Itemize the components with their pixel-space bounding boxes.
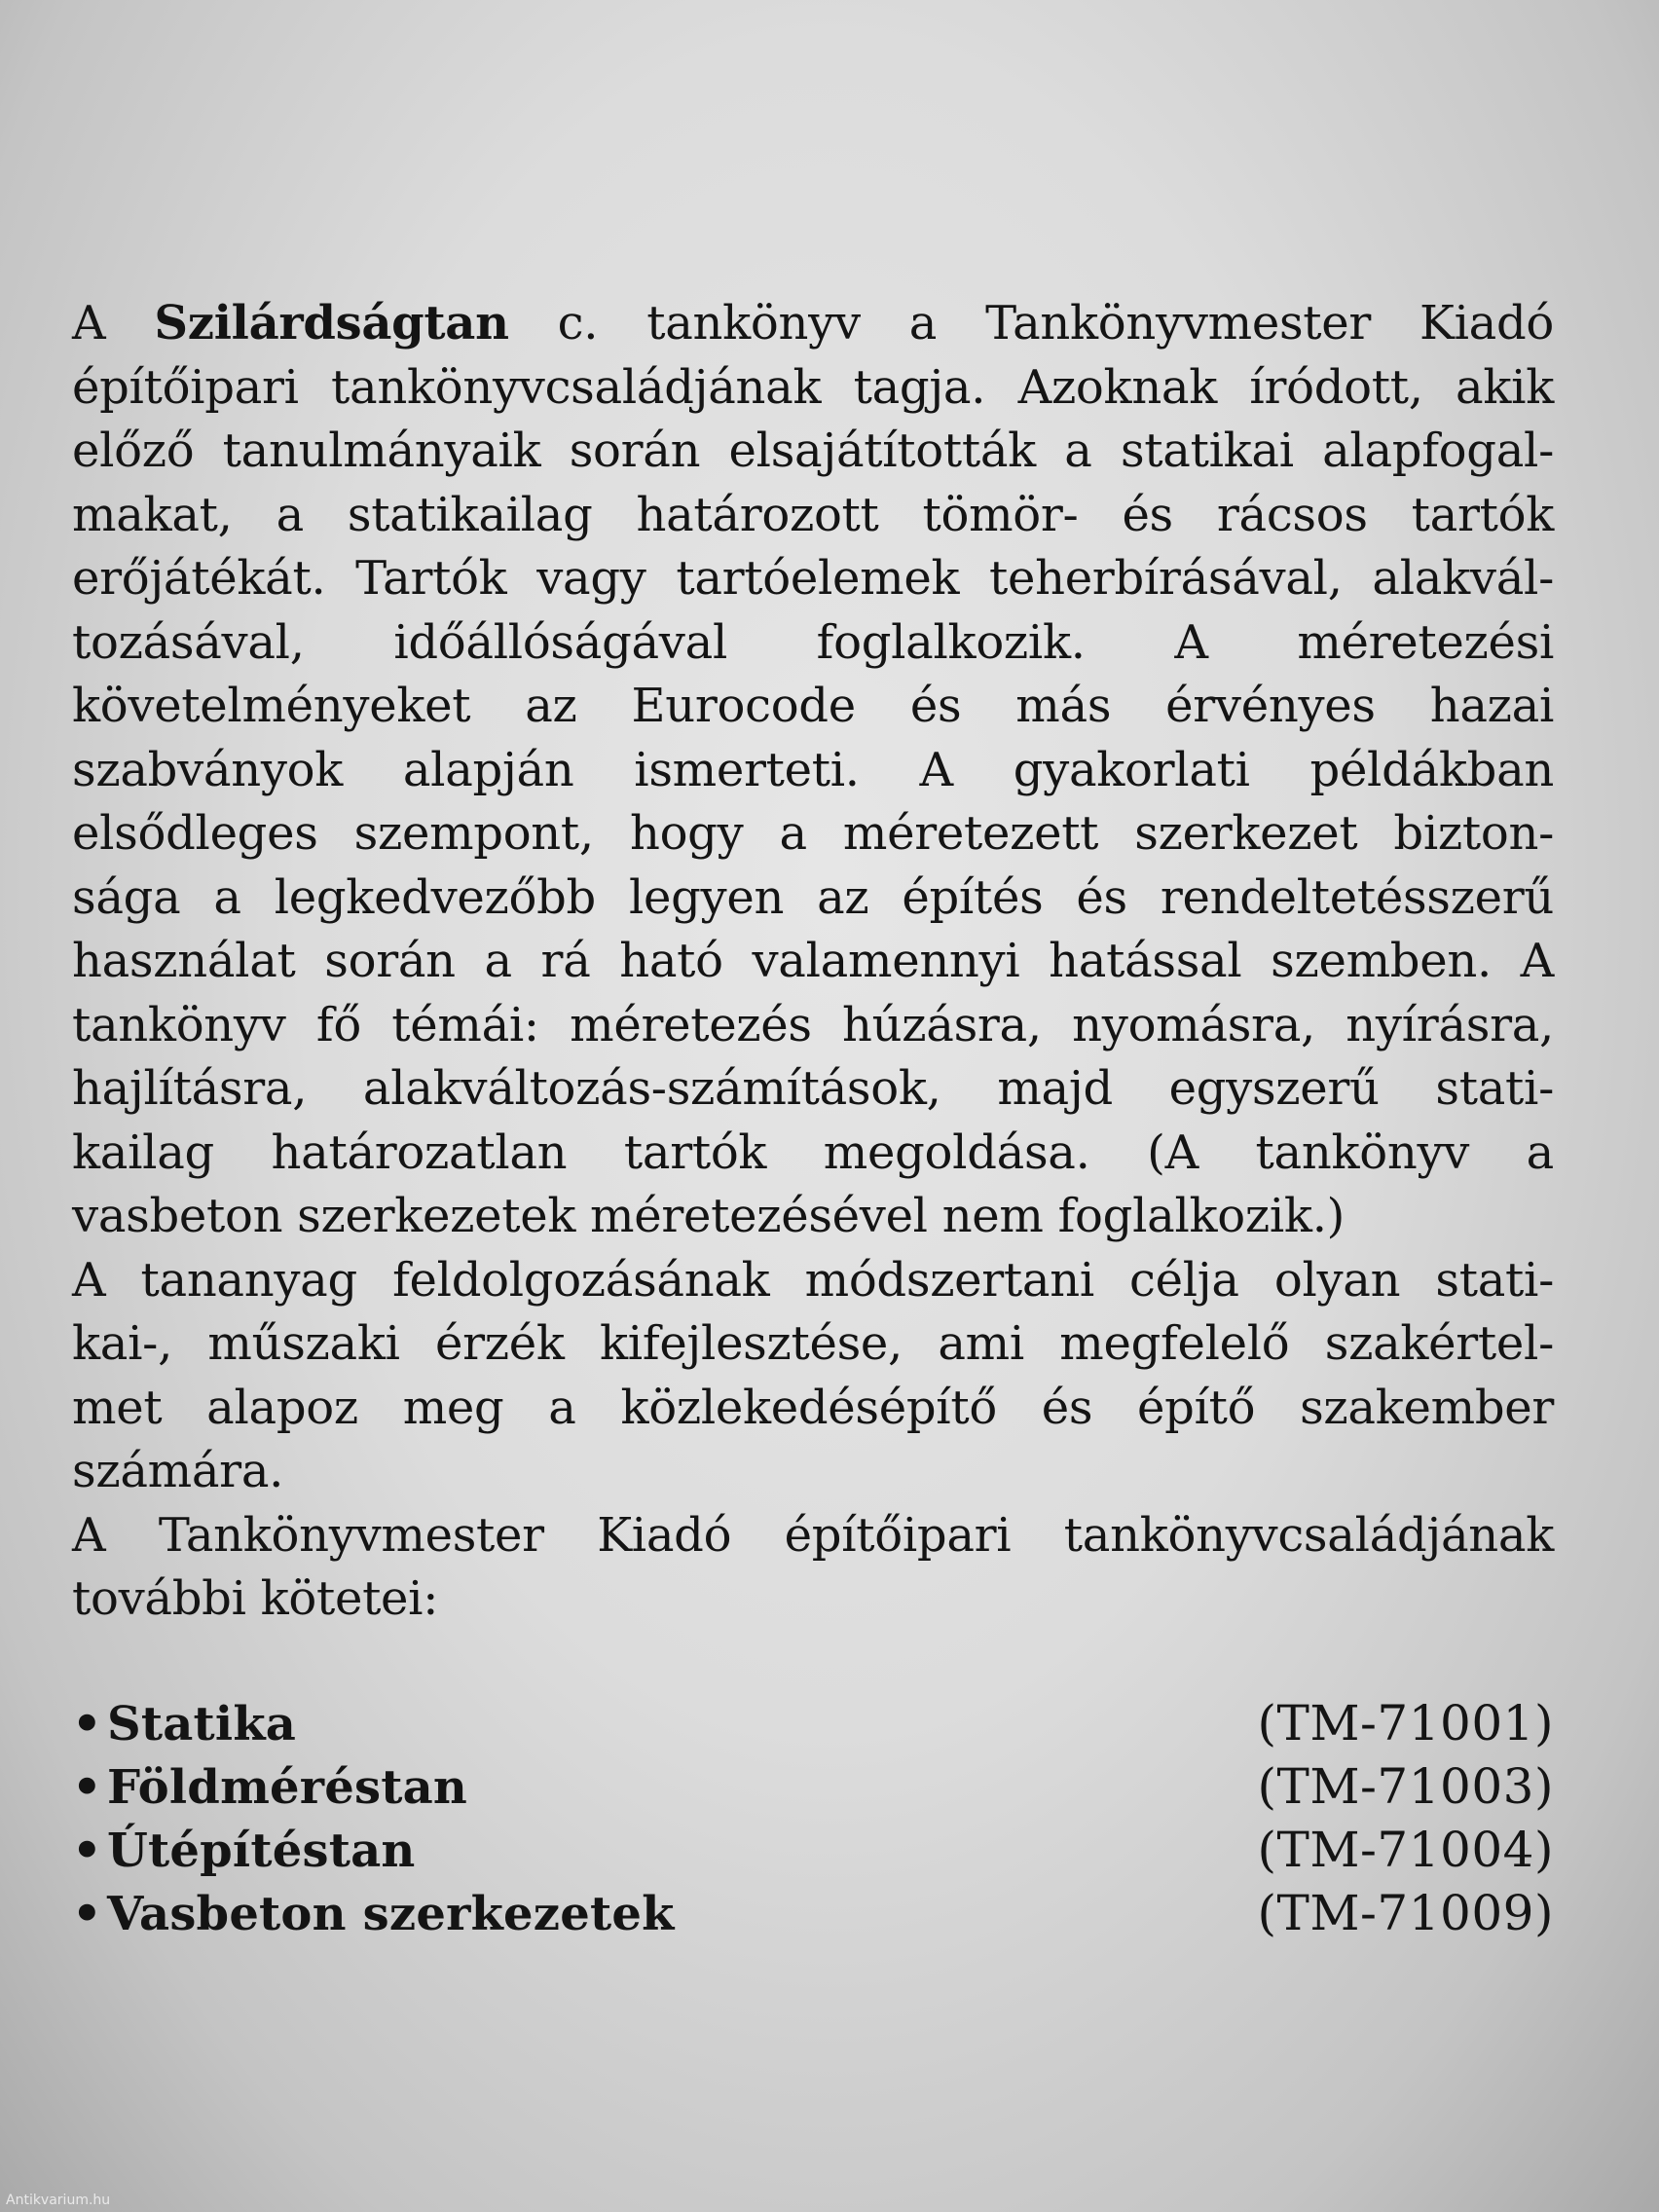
text-line: követelményeket az Eurocode és más érvényes hazai (72, 679, 1554, 733)
volume-code: (TM-71001) (1257, 1694, 1554, 1751)
bullet-icon: • (72, 1886, 102, 1941)
watermark-text: Antikvarium.hu (6, 2193, 111, 2208)
text-line: kailag határozatlan tartók megoldása. (A tankönyv a (72, 1124, 1554, 1180)
volume-code: (TM-71003) (1257, 1757, 1554, 1815)
text-line: tozásával, időállóságával foglalkozik. A méretezési (72, 614, 1554, 670)
paragraph (72, 1504, 1554, 1632)
text-line: tankönyv fő témái: méretezés húzásra, nyomásra, nyírásra, (72, 997, 1554, 1052)
text-line: számára. (72, 1444, 284, 1498)
bullet-icon: • (72, 1823, 102, 1878)
text-line: további kötetei: (72, 1571, 439, 1626)
text-line: makat, a statikailag határozott tömör- és rácsos tartók (72, 487, 1554, 542)
text-line: hajlításra, alakváltozás-számítások, majd egyszerű stati- (72, 1061, 1554, 1116)
volume-title: Vasbeton szerkezetek (107, 1886, 675, 1941)
text-line: erőjátékát. Tartók vagy tartóelemek teherbírásával, alakvál- (72, 551, 1554, 606)
volume-item (72, 1695, 1554, 1758)
text-segment: A (72, 296, 155, 350)
text-line: szabványok alapján ismerteti. A gyakorlati példákban (72, 742, 1554, 797)
volume-item (72, 1885, 1554, 1948)
list-spacer (72, 1632, 1554, 1695)
volume-item (72, 1822, 1554, 1885)
description-paragraphs (72, 292, 1554, 1632)
volume-code: (TM-71004) (1257, 1821, 1554, 1878)
volume-title: Földméréstan (107, 1759, 468, 1815)
back-cover-text (72, 292, 1554, 1948)
volume-item (72, 1758, 1554, 1822)
volume-title: Útépítéstan (107, 1823, 416, 1878)
text-line: A Tankönyvmester Kiadó építőipari tankönyvcsaládjának (72, 1507, 1554, 1563)
book-title-emphasis: Szilárdságtan (154, 296, 509, 350)
text-line: építőipari tankönyvcsaládjának tagja. Azoknak íródott, akik (72, 359, 1554, 415)
volume-code: (TM-71009) (1257, 1884, 1554, 1941)
text-line: A tananyag feldolgozásának módszertani célja olyan stati- (72, 1252, 1554, 1308)
volume-title-group (72, 1824, 415, 1878)
bullet-icon: • (72, 1759, 102, 1815)
text-line: használat során a rá ható valamennyi hatással szemben. A (72, 934, 1554, 988)
text-line: előző tanulmányaik során elsajátították a statikai alapfogal- (72, 424, 1554, 478)
text-segment: c. tankönyv a Tankönyvmester Kiadó (508, 296, 1554, 350)
text-line: met alapoz meg a közlekedésépítő és építő szakember (72, 1380, 1554, 1435)
volume-title-group (72, 1697, 296, 1751)
volume-title: Statika (107, 1696, 297, 1751)
text-line: sága a legkedvezőbb legyen az építés és rendeltetésszerű (72, 869, 1554, 925)
text-line (72, 292, 1554, 356)
text-line: vasbeton szerkezetek méretezésével nem foglalkozik.) (72, 1189, 1346, 1243)
bullet-icon: • (72, 1696, 102, 1751)
text-line: kai-, műszaki érzék kifejlesztése, ami megfelelő szakértel- (72, 1316, 1554, 1371)
volume-list (72, 1695, 1554, 1948)
paragraph (72, 292, 1554, 1249)
text-line: elsődleges szempont, hogy a méretezett szerkezet bizton- (72, 806, 1554, 861)
paragraph (72, 1249, 1554, 1504)
volume-title-group (72, 1760, 467, 1815)
volume-title-group (72, 1887, 675, 1941)
